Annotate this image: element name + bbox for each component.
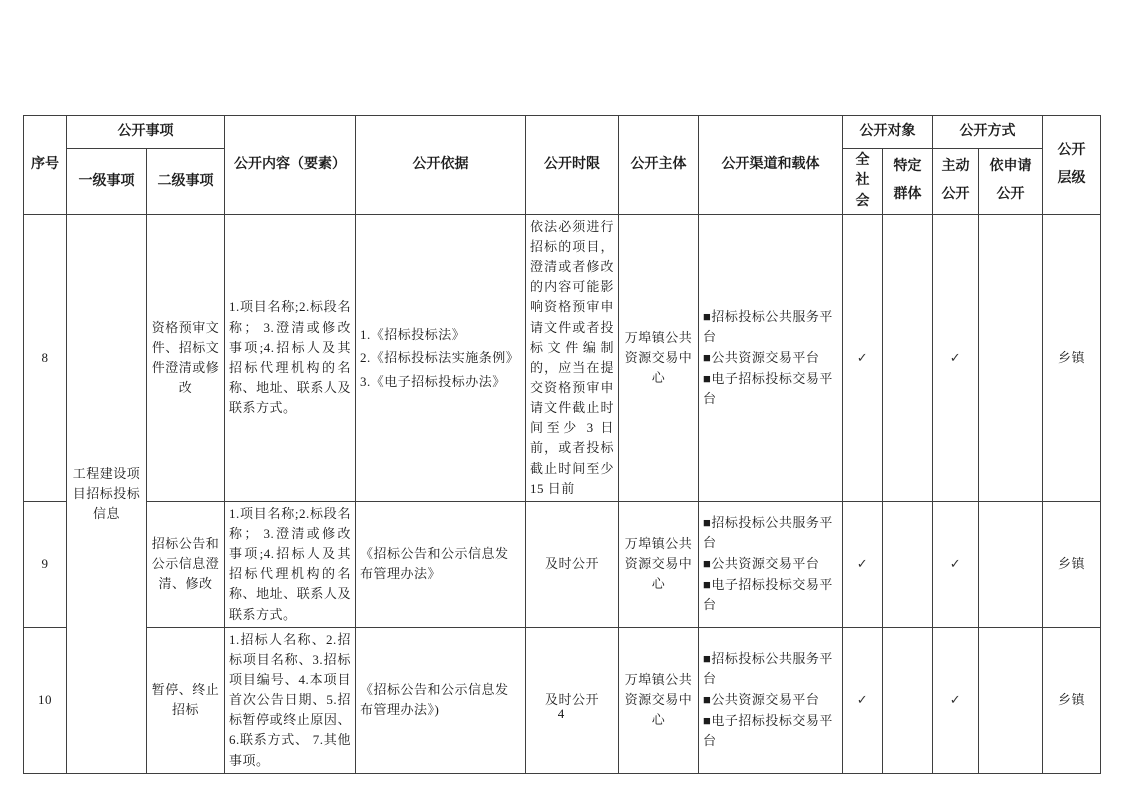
header-level-text: 公开层级 [1057,142,1086,186]
header-all-society-text: 全社会 [855,153,870,209]
header-channels: 公开渠道和载体 [699,116,843,215]
header-basis: 公开依据 [356,116,526,215]
header-level [1043,116,1101,215]
header-level1: 一级事项 [67,149,147,215]
basis-line: 3.《电子招标投标办法》 [360,373,506,389]
on-request-check [979,501,1043,627]
basis-line: 2.《招标投标法实施条例》 [360,350,520,366]
channel-item: ■电子招标投标交易平台 [703,370,833,407]
row-serial: 10 [24,627,67,773]
level-cell: 乡镇 [1043,627,1101,773]
channels-cell [699,214,843,501]
level2-item-cell: 暂停、终止招标 [147,627,225,773]
row-serial: 8 [24,214,67,501]
subject-cell: 万埠镇公共资源交易中心 [619,214,699,501]
all-society-check: ✓ [843,501,883,627]
specific-group-check [883,627,933,773]
header-specific-group [883,149,933,215]
header-time-limit: 公开时限 [526,116,619,215]
header-method: 公开方式 [933,116,1043,149]
header-content: 公开内容（要素） [225,116,356,215]
table-row [24,501,1101,627]
header-row-1 [24,116,1101,149]
on-request-check [979,627,1043,773]
subject-cell: 万埠镇公共资源交易中心 [619,501,699,627]
channel-item: ■招标投标公共服务平台 [703,308,833,344]
basis-line: 1.《招标投标法》 [360,326,466,342]
time-limit-cell: 及时公开 [526,501,619,627]
channel-item: ■招标投标公共服务平台 [703,650,833,686]
channels-cell [699,501,843,627]
channel-item: ■公共资源交易平台 [703,556,820,572]
channel-item: ■公共资源交易平台 [703,692,820,708]
header-level2: 二级事项 [147,149,225,215]
proactive-check: ✓ [933,214,979,501]
header-serial: 序号 [24,116,67,215]
proactive-check: ✓ [933,501,979,627]
channel-item: ■招标投标公共服务平台 [703,514,833,551]
specific-group-check [883,214,933,501]
on-request-check [979,214,1043,501]
level-cell: 乡镇 [1043,214,1101,501]
subject-cell: 万埠镇公共资源交易中心 [619,627,699,773]
content-cell: 1.项目名称;2.标段名称； 3.澄清或修改事项;4.招标人及其招标代理机构的名称、地址、联系人及联系方式。 [225,214,356,501]
channel-item: ■公共资源交易平台 [703,349,820,365]
header-specific-group-text: 特定群体 [893,159,922,203]
table-row [24,627,1101,773]
specific-group-check [883,501,933,627]
page-number: 4 [557,706,565,721]
level1-item-cell: 工程建设项目招标投标信息 [67,214,147,773]
content-cell: 1.项目名称;2.标段名称； 3.澄清或修改事项;4.招标人及其招标代理机构的名称、地址、联系人及联系方式。 [225,501,356,627]
header-subject: 公开主体 [619,116,699,215]
channel-item: ■电子招标投标交易平台 [703,713,833,749]
disclosure-table [23,115,1101,774]
level2-item-cell: 资格预审文件、招标文件澄清或修改 [147,214,225,501]
all-society-check: ✓ [843,627,883,773]
header-proactive [933,149,979,215]
all-society-check: ✓ [843,214,883,501]
table-row [24,214,1101,501]
time-limit-cell: 及时公开 [526,627,619,773]
channel-item: ■电子招标投标交易平台 [703,577,833,613]
header-target: 公开对象 [843,116,933,149]
header-on-request [979,149,1043,215]
channels-cell [699,627,843,773]
header-all-society [843,149,883,215]
basis-cell: 《招标公告和公示信息发布管理办法》 [356,501,526,627]
header-on-request-text: 依申请公开 [989,159,1032,203]
header-proactive-text: 主动公开 [941,159,970,203]
basis-cell: 《招标公告和公示信息发布管理办法》) [356,627,526,773]
content-cell: 1.招标人名称、2.招标项目名称、3.招标项目编号、4.本项目首次公告日期、5.招标暂停或终止原因、 6.联系方式、 7.其他事项。 [225,627,356,773]
header-disclosure-matters: 公开事项 [67,116,225,149]
level-cell: 乡镇 [1043,501,1101,627]
basis-cell [356,214,526,501]
proactive-check: ✓ [933,627,979,773]
level2-item-cell: 招标公告和公示信息澄清、修改 [147,501,225,627]
row-serial: 9 [24,501,67,627]
time-limit-cell: 依法必须进行招标的项目，澄清或者修改的内容可能影响资格预审申请文件或者投标文件编制的，应当在提交资格预审申请文件截止时间至少 3 日前，或者投标截止时间至少15 日前 [526,214,619,501]
